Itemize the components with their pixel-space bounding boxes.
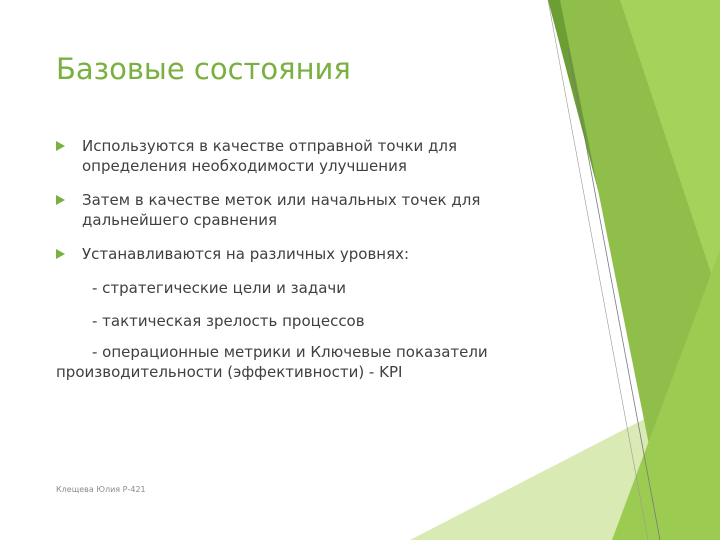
sub-item-operational: - операционные метрики и Ключевые показатели производительности (эффективности) - KPI (56, 343, 488, 381)
bullet-item (54, 190, 524, 230)
sub-item-tactical: - тактическая зрелость процессов (92, 312, 365, 330)
bullet-item (54, 244, 524, 264)
triangle-right-icon (56, 195, 65, 205)
sub-item-strategic: - стратегические цели и задачи (92, 279, 347, 297)
bullet-text: Используются в качестве отправной точки для определения необходимости улучшения (82, 137, 458, 175)
triangle-right-icon (56, 141, 65, 151)
triangle-right-icon (56, 249, 65, 259)
bullet-item (54, 136, 524, 176)
footer-author: Клещева Юлия Р-421 (56, 485, 146, 494)
bullet-list (54, 136, 524, 278)
bullet-text: Устанавливаются на различных уровнях: (82, 245, 410, 263)
slide-title: Базовые состояния (56, 52, 351, 86)
bullet-text: Затем в качестве меток или начальных точек для дальнейшего сравнения (82, 191, 481, 229)
